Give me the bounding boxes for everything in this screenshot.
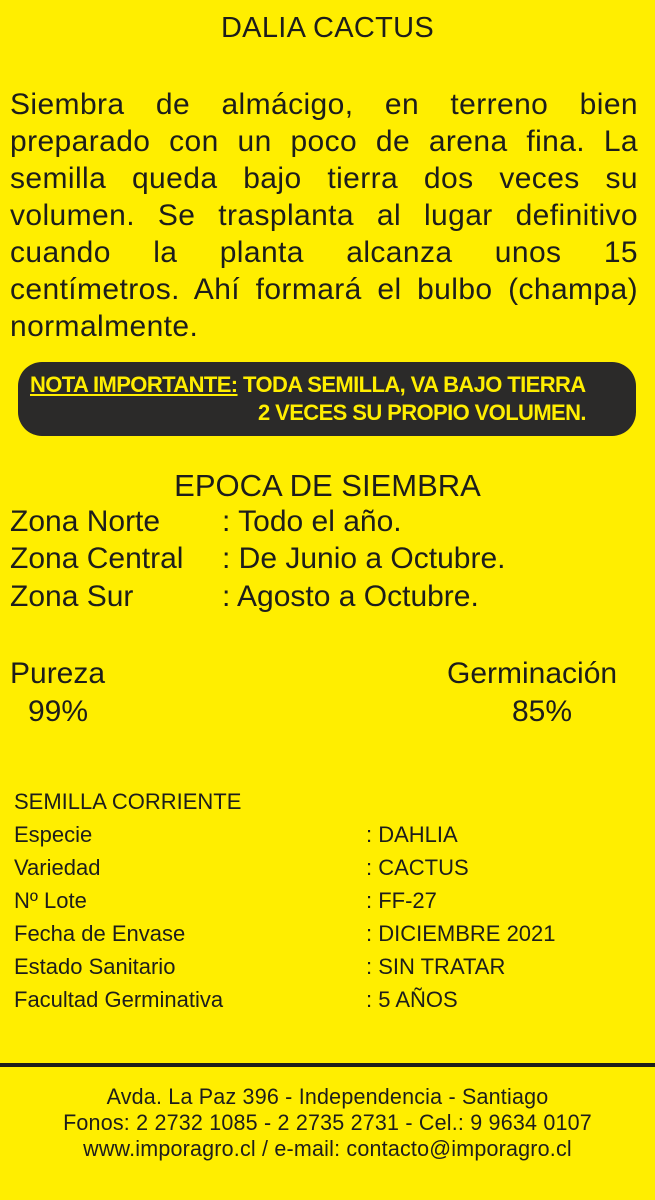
instruction-line: cuando la planta alcanza unos 15 — [10, 236, 638, 269]
note-text-2: 2 VECES SU PROPIO VOLUMEN. — [258, 400, 586, 425]
germination-label: Germinación — [447, 657, 618, 690]
spec-value: : DAHLIA — [366, 822, 458, 847]
zone-row-norte — [10, 505, 402, 539]
note-line-1 — [30, 371, 586, 399]
product-title: DALIA CACTUS — [220, 12, 435, 44]
instruction-line: semilla queda bajo tierra dos veces su — [10, 162, 638, 195]
spec-value: : 5 AÑOS — [366, 987, 458, 1012]
spec-row-lote — [14, 888, 437, 914]
note-label: NOTA IMPORTANTE: — [30, 372, 238, 397]
sowing-instructions — [10, 86, 638, 345]
zone-row-sur — [10, 580, 479, 614]
spec-row-estado — [14, 954, 505, 980]
instruction-line: volumen. Se trasplanta al lugar definitivo — [10, 199, 638, 232]
spec-key: Nº Lote — [14, 888, 87, 913]
spec-value: : CACTUS — [366, 855, 469, 880]
spec-row-fecha — [14, 921, 556, 947]
germination-value: 85% — [512, 695, 573, 728]
instruction-line: Siembra de almácigo, en terreno bien — [10, 88, 638, 121]
zone-name: Zona Central — [10, 542, 184, 575]
spec-key: Estado Sanitario — [14, 954, 176, 979]
spec-row-variedad — [14, 855, 469, 881]
spec-key: Facultad Germinativa — [14, 987, 224, 1012]
footer-address: Avda. La Paz 396 - Independencia - Santiago — [106, 1084, 549, 1109]
zone-value: : Todo el año. — [222, 505, 402, 538]
zone-name: Zona Sur — [10, 580, 134, 613]
zone-name: Zona Norte — [10, 505, 161, 538]
spec-row-especie — [14, 822, 458, 848]
spec-key: Especie — [14, 822, 93, 847]
instruction-line: centímetros. Ahí formará el bulbo (champa) — [10, 273, 638, 306]
spec-value: : DICIEMBRE 2021 — [366, 921, 556, 946]
purity-value: 99% — [28, 695, 89, 728]
spec-key: Variedad — [14, 855, 101, 880]
instruction-line: preparado con un poco de arena fina. La — [10, 125, 638, 158]
zone-value: : De Junio a Octubre. — [222, 542, 506, 575]
company-footer — [0, 1084, 655, 1162]
seed-type-heading: SEMILLA CORRIENTE — [14, 789, 242, 814]
sowing-season-title: EPOCA DE SIEMBRA — [174, 468, 481, 503]
footer-web: www.imporagro.cl / e-mail: contacto@imporagro.cl — [83, 1136, 572, 1161]
important-note-box — [18, 362, 636, 436]
zone-row-central — [10, 542, 505, 576]
spec-value: : SIN TRATAR — [366, 954, 506, 979]
note-text-1: TODA SEMILLA, VA BAJO TIERRA — [243, 372, 586, 397]
spec-key: Fecha de Envase — [14, 921, 186, 946]
instruction-line: normalmente. — [10, 310, 199, 343]
spec-row-facultad — [14, 987, 458, 1013]
footer-divider — [0, 1063, 655, 1067]
purity-label: Pureza — [10, 657, 106, 690]
zone-value: : Agosto a Octubre. — [222, 580, 479, 613]
spec-value: : FF-27 — [366, 888, 437, 913]
footer-phones: Fonos: 2 2732 1085 - 2 2735 2731 - Cel.: 9 9634 0107 — [63, 1110, 592, 1135]
